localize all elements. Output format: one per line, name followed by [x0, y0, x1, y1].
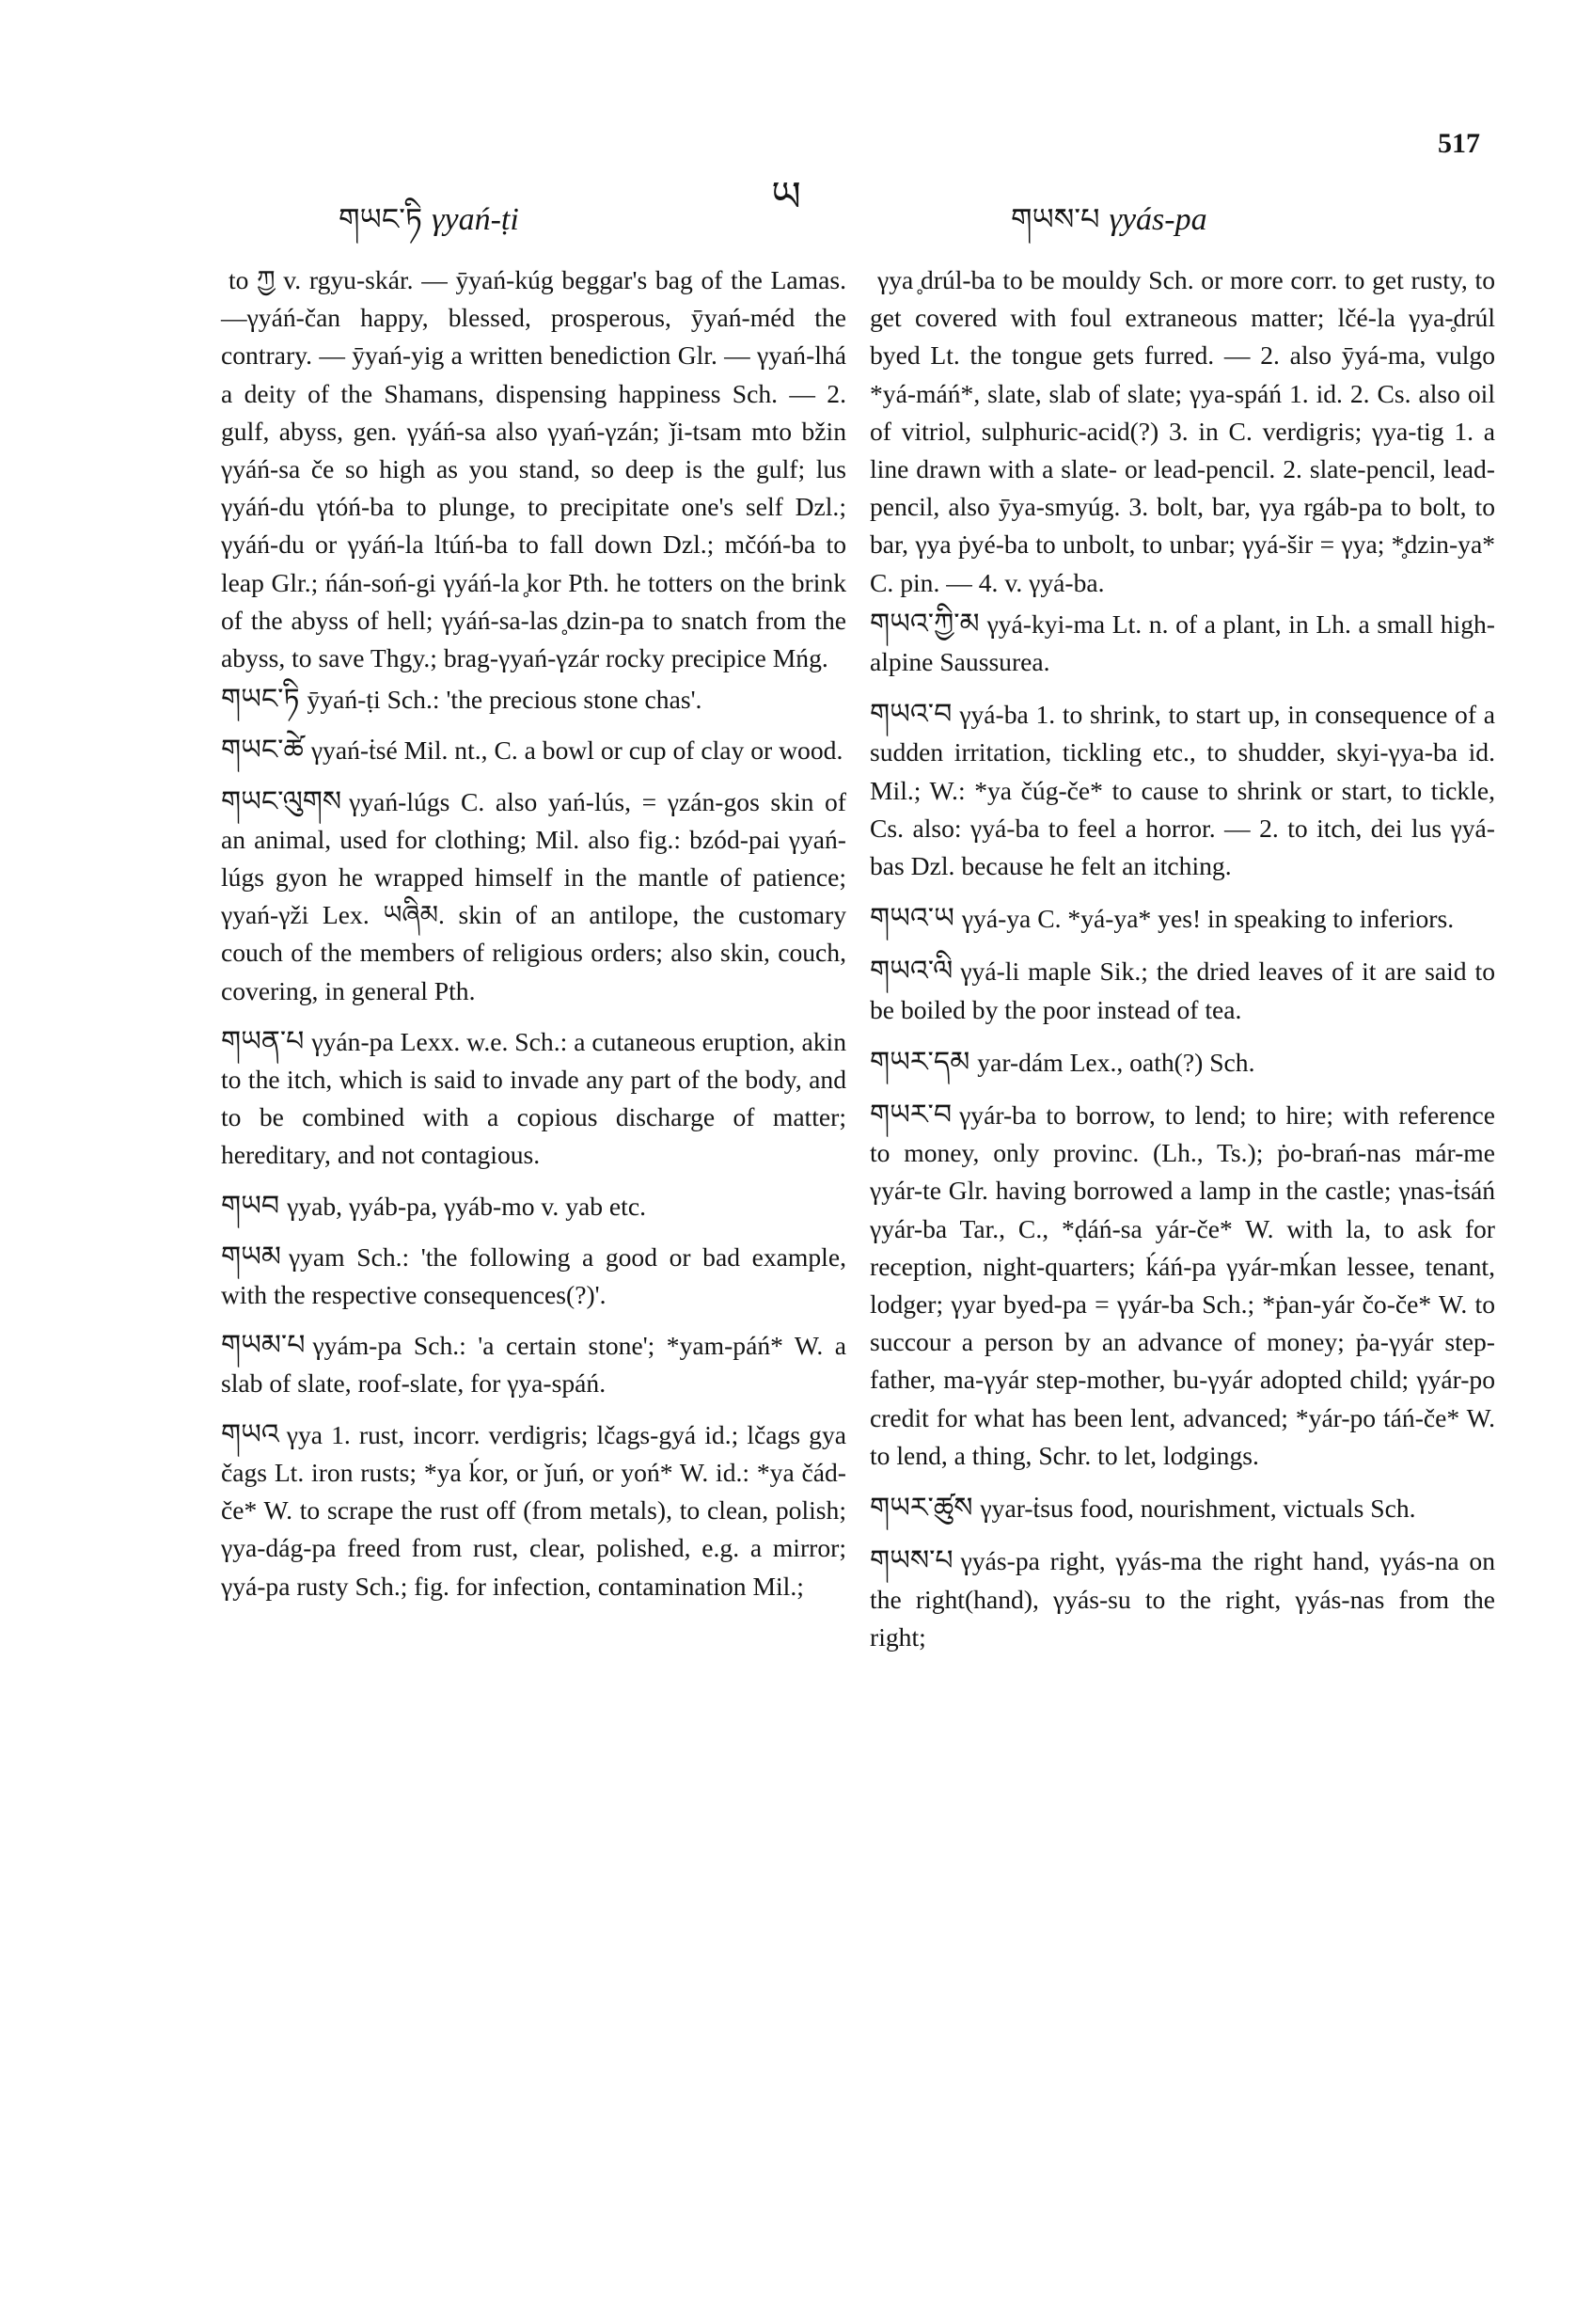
dictionary-entry — [870, 1097, 1495, 1475]
dictionary-entry — [870, 1542, 1495, 1656]
entry-headword: གཡར་དམ — [870, 1045, 970, 1079]
entry-headword: གཡར་བ — [870, 1099, 953, 1132]
entry-text: γyań-lúgs C. also yań-lús, = γzán-gos skin of an animal, used for clothing; Mil. also fig.: bzód-pai γyań-lúgs gyon he wrapped himself in the mantle of patience; γyań-γži Lex. ཡཞིམ. skin of an antilope, the customary couch of the members of religious orders; also skin, couch, covering, in general Pth. — [221, 786, 846, 1005]
dictionary-entry — [221, 1239, 846, 1314]
running-head-left-translit: γyań-ṭi — [432, 202, 519, 237]
dictionary-entry — [870, 1490, 1495, 1527]
entry-headword: གཡའ — [221, 1417, 279, 1451]
dictionary-entry — [870, 696, 1495, 885]
entry-text: γyám-pa Sch.: 'a certain stone'; *yam-páń* W. a slab of slate, roof-slate, for γya-spáń. — [221, 1331, 846, 1399]
entry-headword: གཡན་པ — [221, 1024, 305, 1058]
entry-text: γyab, γyáb-pa, γyáb-mo v. yab etc. — [287, 1191, 646, 1221]
dictionary-entry — [870, 1044, 1495, 1082]
running-head-right — [1011, 186, 1207, 271]
entry-headword: གཡའ་ཡ — [870, 902, 954, 936]
dictionary-entry — [221, 1327, 846, 1402]
entry-text: γyá-kyi-ma Lt. n. of a plant, in Lh. a small high-alpine Saussurea. — [870, 609, 1495, 677]
running-head-right-translit: γyás-pa — [1109, 202, 1207, 237]
entry-headword: གཡའ་ཀྱི་མ — [870, 607, 980, 640]
entry-text: yar-dám Lex., oath(?) Sch. — [977, 1047, 1255, 1077]
running-head-right-tibetan: གཡས་པ — [1011, 201, 1100, 237]
page-number: 517 — [1438, 128, 1480, 159]
dictionary-entry — [221, 1188, 846, 1225]
running-head-left — [339, 186, 519, 271]
dictionary-entry — [870, 900, 1495, 938]
entry-headword: གཡར་ཚུས — [870, 1492, 973, 1526]
entry-headword: གཡང་ལུགས — [221, 784, 342, 818]
dictionary-entry — [870, 261, 1495, 602]
dictionary-entry — [221, 1023, 846, 1175]
entry-text: γyá-li maple Sik.; the dried leaves of it are said to be boiled by the poor instead of tea. — [870, 956, 1495, 1024]
entry-headword: གཡམ — [221, 1240, 281, 1273]
dictionary-entry — [221, 732, 846, 769]
entry-text: γya ̥drúl-ba to be mouldy Sch. or more corr. to get rusty, to get covered with foul extraneous matter; lčé-la γya-̥drúl byed Lt. the tongue gets furred. — 2. also ӯyá-ma, vulgo *yá-máń*, slate, slab of slate; γya-spáń 1. id. 2. Cs. also oil of vitriol, sulphuric-acid(?) 3. in C. verdigris; γya-tig 1. a line drawn with a slate- or lead-pencil. 2. slate-pencil, lead-pencil, also ӯya-smyúg. 3. bolt, bar, γya rgáb-pa to bolt, to bar, γya ṗyé-ba to unbolt, to unbar; γyá-šir = γya; *̥dzin-ya* C. pin. — 4. v. γyá-ba. — [870, 265, 1495, 597]
entry-text: γyá-ba 1. to shrink, to start up, in consequence of a sudden irritation, tickling etc., to shudder, skyi-γya-ba id. Mil.; W.: *ya čúg-če* to cause to shrink or start, to tickle, Cs. also: γyá-ba to feel a horror. — 2. to itch, dei lus γyá-bas Dzl. because he felt an itching. — [870, 700, 1495, 881]
entry-text: γyam Sch.: 'the following a good or bad example, with the respective consequences(?)'. — [221, 1241, 846, 1310]
entry-headword: གཡམ་པ — [221, 1329, 306, 1363]
entry-text: γyás-pa right, γyás-ma the right hand, γyás-na on the right(hand), γyás-su to the right, γyás-nas from the right; — [870, 1546, 1495, 1652]
entry-headword: གཡའ་ལི — [870, 955, 953, 988]
entry-text: γyar-ṫsus food, nourishment, victuals Sch. — [980, 1494, 1416, 1524]
dictionary-entry — [221, 783, 846, 1010]
entry-text: γyár-ba to borrow, to lend; to hire; with reference to money, only provinc. (Lh., Ts.); ṗo-brań-nas már-me γyár-te Glr. having borrowed a lamp in the castle; γnas-ṫsáń γyár-ba Tar., C., *ḍáń-sa yár-če* W. with la, to ask for reception, night-quarters; ḱáń-pa γyár-mḱan lessee, tenant, lodger; γyar byed-pa = γyár-ba Sch.; *ṗan-yár čo-če* W. to succour a person by an advance of money; ṗa-γyár step-father, ma-γyár step-mother, bu-γyár adopted child; γyár-po credit for what has been lent, advanced; *yár-po táń-če* W. to lend, a thing, Schr. to let, lodgings. — [870, 1100, 1495, 1470]
entry-text: γyań-ṫsé Mil. nt., C. a bowl or cup of clay or wood. — [310, 735, 843, 766]
dictionary-entry — [221, 1416, 846, 1605]
entry-text: γya 1. rust, incorr. verdigris; lčags-gyá id.; lčags gya čags Lt. iron rusts; *ya ḱor, or ǰuń, or yoń* W. id.: *ya čád-če* W. to scrape the rust off (from metals), to clean, polish; γya-dág-pa freed from rust, clear, polished, e.g. a mirror; γyá-pa rusty Sch.; fig. for infection, contamination Mil.; — [221, 1419, 846, 1601]
entry-headword: གཡས་པ — [870, 1544, 953, 1578]
dictionary-entry — [221, 261, 846, 677]
entry-text: γyá-ya C. *yá-ya* yes! in speaking to inferiors. — [961, 904, 1455, 934]
entry-headword: གཡང་ཚེ — [221, 734, 304, 767]
entry-headword: གཡབ — [221, 1189, 280, 1223]
entry-headword: གཡང་ཏི — [221, 683, 300, 717]
running-head-left-tibetan: གཡང་ཏི — [339, 201, 423, 237]
entry-headword: གཡའ་བ — [870, 698, 953, 732]
entry-text: to ཀྱ v. rgyu-skár. — ӯyań-kúg beggar's bag of the Lamas. —γyáń-čan happy, blessed, prosperous, ӯyań-méd the contrary. — ӯyań-yig a written benediction Glr. — γyań-lhá a deity of the Shamans, dispensing happiness Sch. — 2. gulf, abyss, gen. γyáń-sa also γyań-γzán; ǰi-tsam mto bžin γyáń-sa če so high as you stand, so deep is the gulf; lus γyáń-du γtóń-ba to plunge, to precipitate one's self Dzl.; γyáń-du or γyáń-la ltúń-ba to fall down Dzl.; mčóń-ba to leap Glr.; ńán-soń-gi γyáń-la ̥kor Pth. he totters on the brink of the abyss of hell; γyáń-sa-las ̥dzin-pa to snatch from the abyss, to save Thgy.; brag-γyań-γzár rocky precipice Mńg. — [221, 265, 846, 673]
section-letter: ཡ — [771, 173, 801, 221]
dictionary-entry — [870, 953, 1495, 1028]
left-column — [221, 261, 846, 1619]
entry-text: γyán-pa Lexx. w.e. Sch.: a cutaneous eruption, akin to the itch, which is said to invade any part of the body, and to be combined with a copious discharge of matter; hereditary, and not contagious. — [221, 1026, 846, 1170]
right-column — [870, 261, 1495, 1671]
entry-text: ӯyań-ṭi Sch.: 'the precious stone chas'. — [307, 685, 702, 715]
dictionary-entry — [870, 606, 1495, 681]
dictionary-entry — [221, 681, 846, 719]
